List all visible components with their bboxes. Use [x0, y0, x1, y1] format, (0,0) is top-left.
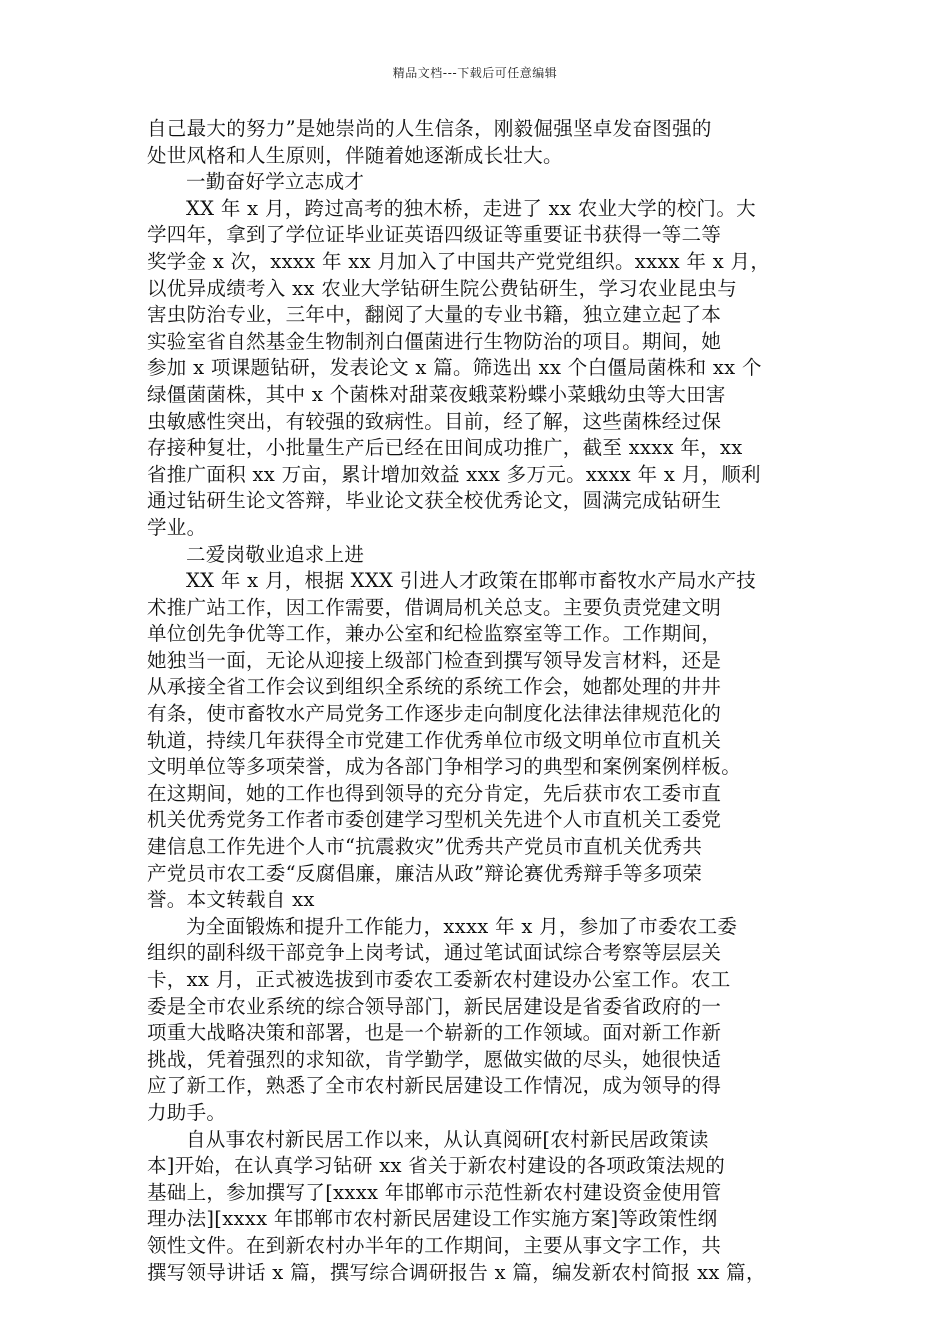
text-line: 处世风格和人生原则，伴随着她逐渐成长壮大。 [147, 143, 563, 167]
text-line: 学四年，拿到了学位证毕业证英语四级证等重要证书获得一等二等 [147, 223, 722, 247]
text-line: 从承接全省工作会议到组织全系统的系统工作会，她都处理的井井 [147, 675, 722, 699]
text-line: 以优异成绩考入 xx 农业大学钻研生院公费钻研生，学习农业昆虫与 [147, 276, 737, 300]
text-line: 学业。 [147, 515, 207, 539]
text-line: 挑战，凭着强烈的求知欲，肯学勤学，愿做实做的尽头，她很快适 [147, 1047, 722, 1071]
text-line: 术推广站工作，因工作需要，借调局机关总支。主要负责党建文明 [147, 595, 722, 619]
text-line: 誉。本文转载自 xx [147, 888, 315, 912]
text-line: 单位创先争优等工作，兼办公室和纪检监察室等工作。工作期间， [147, 622, 722, 646]
text-line: 绿僵菌菌株，其中 x 个菌株对甜菜夜蛾菜粉蝶小菜蛾幼虫等大田害 [147, 382, 726, 406]
text-line: 实验室省自然基金生物制剂白僵菌进行生物防治的项目。期间，她 [147, 329, 722, 353]
text-line: 建信息工作先进个人市“抗震救灾”优秀共产党员市直机关优秀共 [147, 835, 703, 859]
text-line: 应了新工作，熟悉了全市农村新民居建设工作情况，成为领导的得 [147, 1074, 722, 1098]
text-line: 参加 x 项课题钻研，发表论文 x 篇。筛选出 xx 个白僵局菌株和 xx 个 [147, 356, 762, 380]
text-line: 基础上，参加撰写了[xxxx 年邯郸市示范性新农村建设资金使用管 [147, 1180, 722, 1204]
text-line: 本]开始，在认真学习钻研 xx 省关于新农村建设的各项政策法规的 [147, 1154, 726, 1178]
text-line: 为全面锻炼和提升工作能力，xxxx 年 x 月，参加了市委农工委 [186, 914, 738, 938]
text-line: 自从事农村新民居工作以来，从认真阅研[农村新民居政策读 [186, 1127, 709, 1151]
text-line: 害虫防治专业，三年中，翻阅了大量的专业书籍，独立建立起了本 [147, 303, 722, 327]
text-line: 存接种复壮，小批量生产后已经在田间成功推广，截至 xxxx 年，xx [147, 436, 743, 460]
text-line: 项重大战略决策和部署，也是一个崭新的工作领域。面对新工作新 [147, 1021, 722, 1045]
text-line: 自己最大的努力”是她崇尚的人生信条，刚毅倔强坚卓发奋图强的 [147, 117, 712, 140]
text-line: 文明单位等多项荣誉，成为各部门争相学习的典型和案例案例样板。 [147, 755, 742, 779]
document-body [147, 116, 807, 1286]
text-line: 机关优秀党务工作者市委创建学习型机关先进个人市直机关工委党 [147, 808, 722, 832]
text-line: 轨道，持续几年获得全市党建工作优秀单位市级文明单位市直机关 [147, 728, 722, 752]
text-line: 省推广面积 xx 万亩，累计增加效益 xxx 多万元。xxxx 年 x 月，顺利 [147, 462, 761, 486]
text-line: 领性文件。在到新农村办半年的工作期间，主要从事文字工作，共 [147, 1233, 722, 1257]
text-line: 虫敏感性突出，有较强的致病性。目前，经了解，这些菌株经过保 [147, 409, 722, 433]
text-line: 撰写领导讲话 x 篇，撰写综合调研报告 x 篇，编发新农村简报 xx 篇， [147, 1260, 766, 1284]
page-header: 精品文档---下载后可任意编辑 [392, 66, 558, 80]
text-line: XX 年 x 月，跨过高考的独木桥，走进了 xx 农业大学的校门。大 [186, 196, 756, 220]
text-line: 有条，使市畜牧水产局党务工作逐步走向制度化法律法律规范化的 [147, 702, 722, 726]
text-line: 力助手。 [147, 1100, 227, 1124]
text-line: 理办法][xxxx 年邯郸市农村新民居建设工作实施方案]等政策性纲 [147, 1207, 718, 1231]
section-heading: 二爱岗敬业追求上进 [186, 542, 365, 566]
text-line: 委是全市农业系统的综合领导部门，新民居建设是省委省政府的一 [147, 994, 722, 1018]
text-line: 奖学金 x 次，xxxx 年 xx 月加入了中国共产党党组织。xxxx 年 x 月， [147, 249, 771, 273]
text-line: 组织的副科级干部竞争上岗考试，通过笔试面试综合考察等层层关 [147, 941, 722, 965]
text-line: XX 年 x 月，根据 XXX 引进人才政策在邯郸市畜牧水产局水产技 [186, 569, 757, 593]
text-line: 卡，xx 月，正式被选拔到市委农工委新农村建设办公室工作。农工 [147, 968, 731, 991]
text-line: 通过钻研生论文答辩，毕业论文获全校优秀论文，圆满完成钻研生 [147, 489, 722, 513]
text-line: 在这期间，她的工作也得到领导的充分肯定，先后获市农工委市直 [147, 781, 722, 805]
text-line: 产党员市农工委“反腐倡廉，廉洁从政”辩论赛优秀辩手等多项荣 [147, 861, 703, 885]
text-line: 她独当一面，无论从迎接上级部门检查到撰写领导发言材料，还是 [147, 648, 722, 672]
section-heading: 一勤奋好学立志成才 [186, 170, 365, 194]
